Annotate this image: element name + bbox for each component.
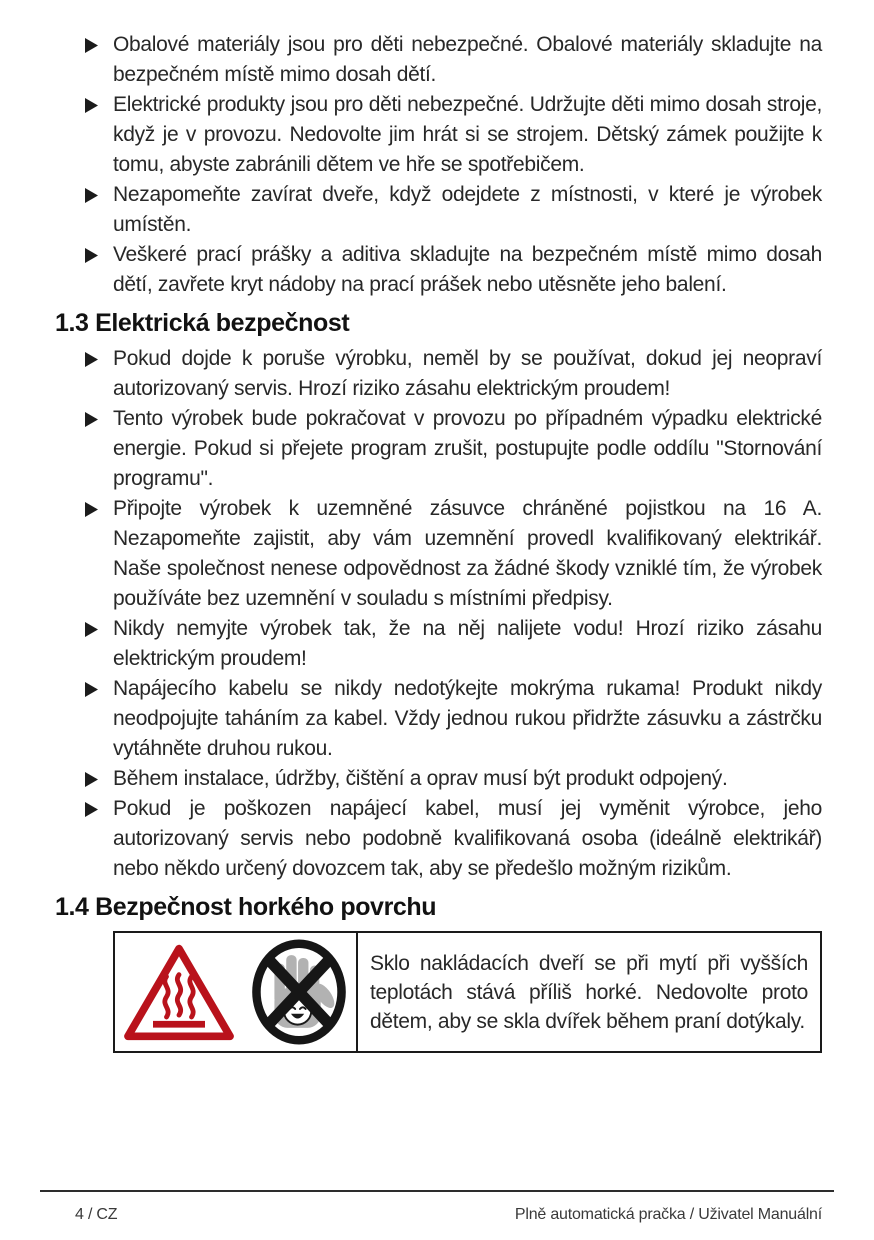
list-item xyxy=(85,674,822,764)
list-item xyxy=(85,180,822,240)
list-item xyxy=(85,764,822,794)
list-item xyxy=(85,614,822,674)
bullet-triangle-icon xyxy=(85,772,98,787)
bullet-triangle-icon xyxy=(85,802,98,817)
intro-bullet-list xyxy=(85,30,822,300)
list-item xyxy=(85,30,822,90)
bullet-text: Nikdy nemyjte výrobek tak, že na něj nalijete vodu! Hrozí riziko zásahu elektrickým proudem! xyxy=(113,617,822,670)
bullet-triangle-icon xyxy=(85,98,98,113)
bullet-triangle-icon xyxy=(85,38,98,53)
bullet-triangle-icon xyxy=(85,412,98,427)
page-footer xyxy=(40,1190,834,1224)
bullet-text: Obalové materiály jsou pro děti nebezpečné. Obalové materiály skladujte na bezpečném místě mimo dosah dětí. xyxy=(113,33,822,86)
page-number: 4 / CZ xyxy=(75,1206,118,1223)
bullet-triangle-icon xyxy=(85,352,98,367)
footer-row xyxy=(40,1192,834,1224)
bullet-text: Nezapomeňte zavírat dveře, když odejdete z místnosti, v které je výrobek umístěn. xyxy=(113,183,822,236)
section-heading-electrical-safety: 1.3 Elektrická bezpečnost xyxy=(55,309,350,337)
bullet-triangle-icon xyxy=(85,502,98,517)
do-not-touch-child-hand-icon xyxy=(247,935,351,1049)
bullet-text: Napájecího kabelu se nikdy nedotýkejte mokrýma rukama! Produkt nikdy neodpojujte taháním za kabel. Vždy jednou rukou přidržte zásuvku a zástrčku vytáhněte druhou rukou. xyxy=(113,677,822,760)
bullet-text: Veškeré prací prášky a aditiva skladujte na bezpečném místě mimo dosah dětí, zavřete kryt nádoby na prací prášek nebo utěsněte jeho balení. xyxy=(113,243,822,296)
bullet-triangle-icon xyxy=(85,188,98,203)
bullet-text: Během instalace, údržby, čištění a oprav musí být produkt odpojený. xyxy=(113,767,728,790)
list-item xyxy=(85,494,822,614)
bullet-text: Tento výrobek bude pokračovat v provozu po případném výpadku elektrické energie. Pokud si přejete program zrušit, postupujte podle oddílu "Stornování programu". xyxy=(113,407,822,490)
bullet-triangle-icon xyxy=(85,622,98,637)
bullet-triangle-icon xyxy=(85,682,98,697)
list-item xyxy=(85,240,822,300)
list-item xyxy=(85,794,822,884)
warning-icons-cell xyxy=(115,933,358,1051)
bullet-triangle-icon xyxy=(85,248,98,263)
warning-text-cell xyxy=(358,933,820,1051)
list-item xyxy=(85,404,822,494)
document-title: Plně automatická pračka / Uživatel Manuální xyxy=(514,1206,822,1223)
hot-surface-warning-icon xyxy=(121,940,237,1044)
bullet-text: Elektrické produkty jsou pro děti nebezpečné. Udržujte děti mimo dosah stroje, když je v provozu. Nedovolte jim hrát si se strojem. Dětský zámek použijte k tomu, abyste zabránili dětem ve hře se spotřebičem. xyxy=(113,93,822,176)
bullet-text: Připojte výrobek k uzemněné zásuvce chráněné pojistkou na 16 A. Nezapomeňte zajistit, aby vám uzemnění provedl kvalifikovaný elektrikář. Naše společnost nenese odpovědnost za žádné škody vzniklé tím, že výrobek používáte bez uzemnění v souladu s místními předpisy. xyxy=(113,497,822,610)
section-heading-hot-surface-safety: 1.4 Bezpečnost horkého povrchu xyxy=(55,893,437,921)
list-item xyxy=(85,344,822,404)
bullet-text: Pokud je poškozen napájecí kabel, musí jej vyměnit výrobce, jeho autorizovaný servis nebo podobně kvalifikovaná osoba (ideálně elektrikář) nebo někdo určený dovozcem tak, aby se předešlo možným rizikům. xyxy=(113,797,822,880)
bullet-text: Pokud dojde k poruše výrobku, neměl by se používat, dokud jej neopraví autorizovaný servis. Hrozí riziko zásahu elektrickým proudem! xyxy=(113,347,822,400)
electrical-safety-bullet-list xyxy=(85,344,822,884)
hot-surface-warning-text: Sklo nakládacích dveří se při mytí při vyšších teplotách stává příliš horké. Nedovolte proto dětem, aby se skla dvířek během praní dotýkaly. xyxy=(370,951,808,1033)
hot-surface-warning-box xyxy=(113,931,822,1053)
list-item xyxy=(85,90,822,180)
